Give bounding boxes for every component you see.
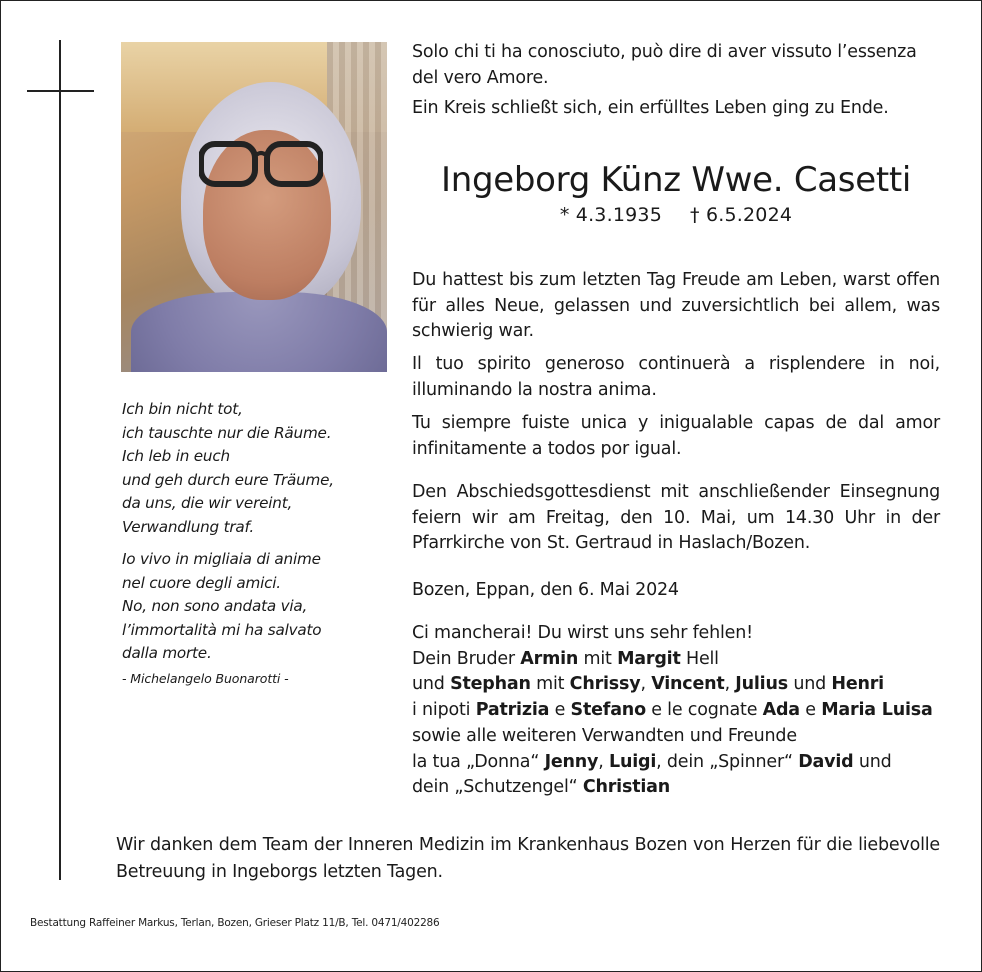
poem-line: nel cuore degli amici. [122, 573, 281, 592]
poem-author: - Michelangelo Buonarotti - [122, 671, 289, 686]
tribute-spanish: Tu siempre fuiste unica y inigualable capas de dal amor infinitamente a todos por igual. [412, 413, 940, 459]
life-dates [412, 201, 940, 229]
family-line: dein „Schutzengel“ Christian [412, 777, 671, 798]
tribute-german: Du hattest bis zum letzten Tag Freude am Leben, warst offen für alles Neue, gelassen und zuversichtlich bei allem, was schwierig war. [412, 270, 940, 341]
header-quote-german: Ein Kreis schließt sich, ein erfülltes Leben ging zu Ende. [412, 98, 889, 118]
poem-line: da uns, die wir vereint, [122, 494, 293, 512]
poem-line: und geh durch eure Träume, [122, 470, 334, 489]
family-line: i nipoti Patrizia e Stefano e le cognate Ada e Maria Luisa [412, 700, 933, 721]
death-date: † 6.5.2024 [690, 204, 793, 226]
portrait-photo [121, 42, 387, 372]
tribute-italian: Il tuo spirito generoso continuerà a risplendere in noi, illuminando la nostra anima. [412, 354, 940, 400]
poem-line: Ich bin nicht tot, [122, 400, 243, 418]
thanks-note: Wir danken dem Team der Inneren Medizin im Krankenhaus Bozen von Herzen für die liebevolle Betreuung in Ingeborgs letzten Tagen. [116, 835, 940, 882]
family-line: Ci mancherai! Du wirst uns sehr fehlen! [412, 623, 753, 643]
poem-line: Ich leb in euch [122, 447, 230, 465]
family-line: la tua „Donna“ Jenny, Luigi, dein „Spinner“ David und [412, 751, 892, 772]
cross-icon-horizontal [27, 90, 94, 92]
family-line: und Stephan mit Chrissy, Vincent, Julius und Henri [412, 674, 884, 695]
cross-icon-vertical [59, 40, 61, 880]
poem-line: ich tauschte nur die Räume. [122, 423, 332, 442]
service-announcement: Den Abschiedsgottesdienst mit anschließender Einsegnung feiern wir am Freitag, den 10. Mai, um 14.30 Uhr in der Pfarrkirche von St. Gertraud in Haslach/Bozen. [412, 482, 940, 553]
poem-line: dalla morte. [122, 644, 212, 662]
poem-german [122, 398, 392, 539]
family-list [412, 621, 952, 801]
birth-date: * 4.3.1935 [559, 204, 662, 226]
poem-line: Verwandlung traf. [122, 517, 255, 536]
family-line: sowie alle weiteren Verwandten und Freunde [412, 725, 797, 746]
poem-line: Io vivo in migliaia di anime [122, 550, 321, 568]
funeral-home-footer: Bestattung Raffeiner Markus, Terlan, Bozen, Grieser Platz 11/B, Tel. 0471/402286 [30, 917, 440, 929]
poem-line: l’immortalità mi ha salvato [122, 620, 322, 639]
header-quote-italian: Solo chi ti ha conosciuto, può dire di aver vissuto l’essenza del vero Amore. [412, 42, 917, 88]
poem-line: No, non sono andata via, [122, 597, 308, 615]
family-line: Dein Bruder Armin mit Margit Hell [412, 648, 719, 669]
place-date: Bozen, Eppan, den 6. Mai 2024 [412, 580, 679, 600]
poem-italian [122, 548, 392, 666]
deceased-name: Ingeborg Künz Wwe. Casetti [440, 160, 912, 200]
